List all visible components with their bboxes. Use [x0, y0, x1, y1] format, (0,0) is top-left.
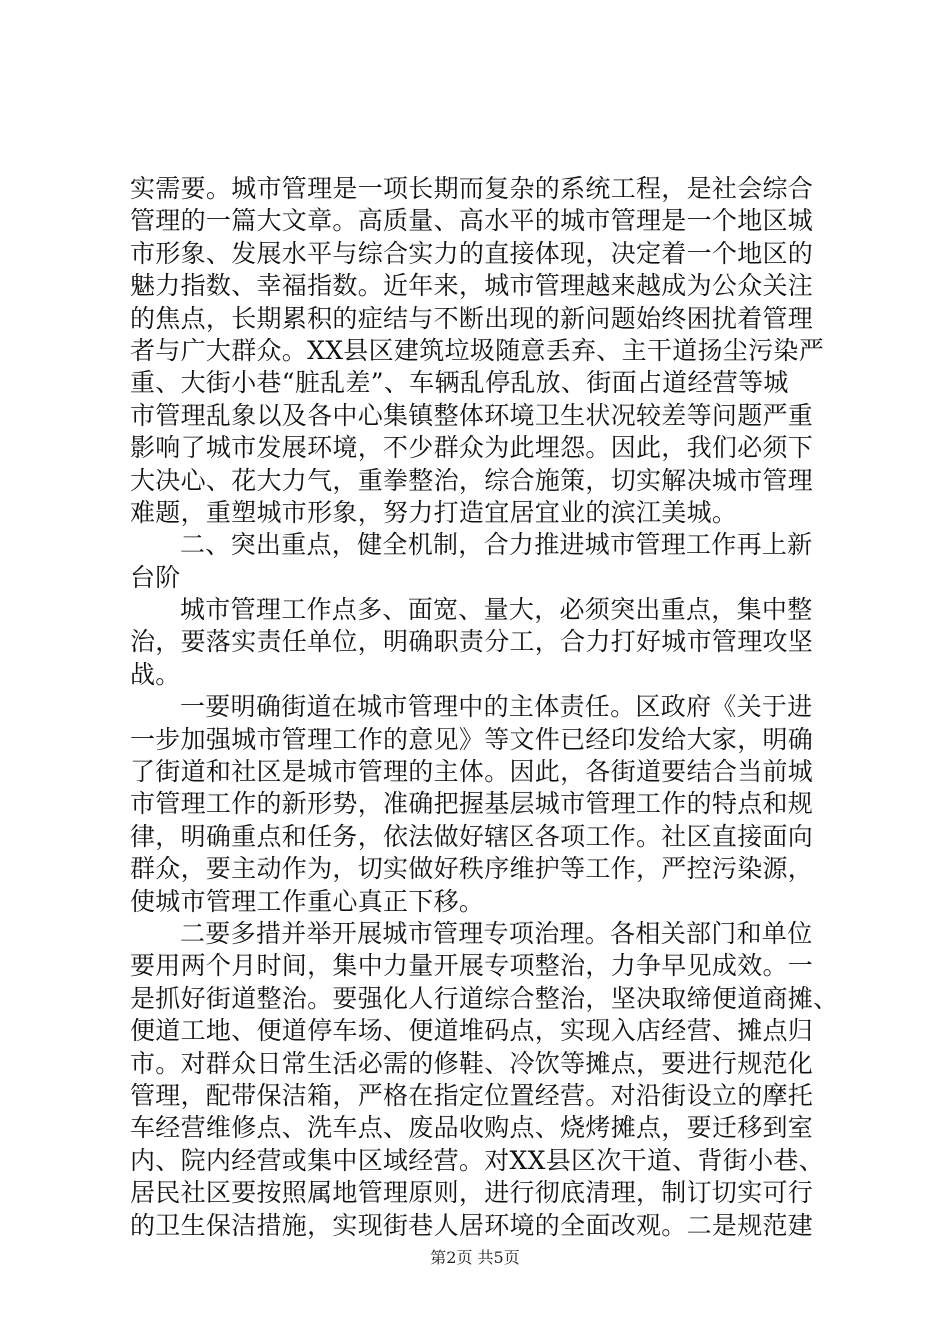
text-line: 大决心、花大力气，重拳整治，综合施策，切实解决城市管理 — [130, 465, 814, 495]
text-line: 市。对群众日常生活必需的修鞋、冷饮等摊点，要进行规范化 — [130, 1048, 814, 1078]
text-line: 者与广大群众。XX县区建筑垃圾随意丢弃、主干道扬尘污染严 — [130, 335, 824, 365]
text-line: 便道工地、便道停车场、便道堆码点，实现入店经营、摊点归 — [130, 1016, 814, 1046]
text-line: 战。 — [130, 659, 181, 689]
text-line: 要用两个月时间，集中力量开展专项整治，力争早见成效。一 — [130, 951, 814, 981]
text-line: 市管理乱象以及各中心集镇整体环境卫生状况较差等问题严重 — [130, 400, 814, 430]
text-line: 市管理工作的新形势，准确把握基层城市管理工作的特点和规 — [130, 789, 814, 819]
text-line: 城市管理工作点多、面宽、量大，必须突出重点，集中整 — [180, 595, 813, 625]
text-line: 居民社区要按照属地管理原则，进行彻底清理，制订切实可行 — [130, 1178, 814, 1208]
text-line: 重、大街小巷“脏乱差”、车辆乱停乱放、街面占道经营等城 — [130, 368, 789, 398]
text-line: 了街道和社区是城市管理的主体。因此，各街道要结合当前城 — [130, 757, 814, 787]
text-line: 市形象、发展水平与综合实力的直接体现，决定着一个地区的 — [130, 238, 814, 268]
text-line: 管理的一篇大文章。高质量、高水平的城市管理是一个地区城 — [130, 206, 814, 236]
text-line: 的卫生保洁措施，实现街巷人居环境的全面改观。二是规范建 — [130, 1210, 814, 1240]
text-line: 实需要。城市管理是一项长期而复杂的系统工程，是社会综合 — [130, 174, 814, 203]
text-line: 一要明确街道在城市管理中的主体责任。区政府《关于进 — [180, 692, 813, 722]
text-line: 群众，要主动作为，切实做好秩序维护等工作，严控污染源， — [130, 854, 814, 884]
section-heading-continuation: 台阶 — [130, 562, 181, 592]
text-line: 管理，配带保洁箱，严格在指定位置经营。对沿街设立的摩托 — [130, 1080, 814, 1110]
text-line: 治，要落实责任单位，明确职责分工，合力打好城市管理攻坚 — [130, 627, 814, 657]
text-line: 一步加强城市管理工作的意见》等文件已经印发给大家，明确 — [130, 724, 814, 754]
text-line: 律，明确重点和任务，依法做好辖区各项工作。社区直接面向 — [130, 821, 814, 851]
text-line: 难题，重塑城市形象，努力打造宜居宜业的滨江美城。 — [130, 497, 738, 527]
text-line: 是抓好街道整治。要强化人行道综合整治，坚决取缔便道商摊、 — [130, 983, 839, 1013]
text-line: 的焦点，长期累积的症结与不断出现的新问题始终困扰着管理 — [130, 303, 814, 333]
text-line: 二要多措并举开展城市管理专项治理。各相关部门和单位 — [180, 918, 813, 948]
text-line: 使城市管理工作重心真正下移。 — [130, 886, 485, 916]
section-heading: 二、突出重点，健全机制，合力推进城市管理工作再上新 — [180, 530, 813, 560]
body-text — [130, 173, 839, 1242]
text-line: 魅力指数、幸福指数。近年来，城市管理越来越成为公众关注 — [130, 271, 814, 301]
text-line: 内、院内经营或集中区域经营。对XX县区次干道、背街小巷、 — [130, 1145, 824, 1175]
page-number-footer: 第2页 共5页 — [430, 1248, 520, 1267]
text-line: 影响了城市发展环境，不少群众为此埋怨。因此，我们必须下 — [130, 433, 814, 463]
text-line: 车经营维修点、洗车点、废品收购点、烧烤摊点，要迁移到室 — [130, 1113, 814, 1143]
